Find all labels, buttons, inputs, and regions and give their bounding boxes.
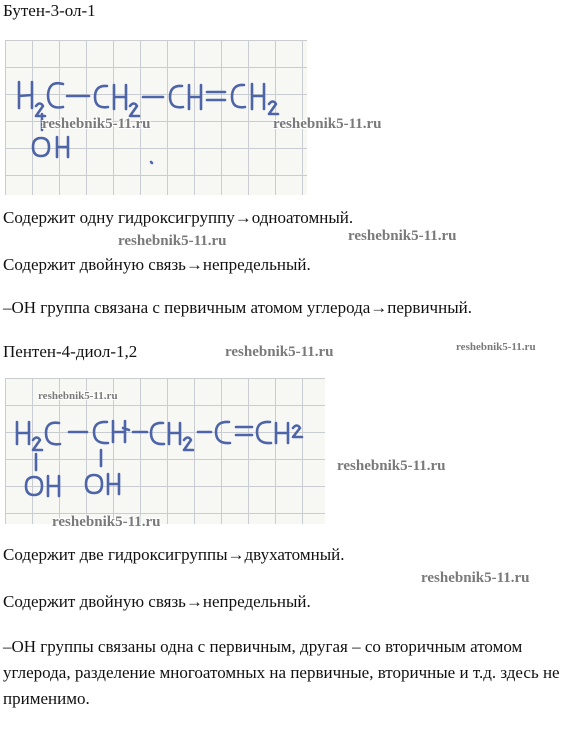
- text-monoatomic: Содержит одну гидроксигруппу→одноатомный.: [3, 208, 354, 227]
- watermark: reshebnik5-11.ru: [42, 116, 151, 132]
- text-primary: –ОН группа связана с первичным атомом углерода→первичный.: [3, 298, 472, 317]
- watermark: reshebnik5-11.ru: [348, 228, 457, 244]
- watermark: reshebnik5-11.ru: [337, 458, 446, 474]
- watermark: reshebnik5-11.ru: [273, 116, 382, 132]
- text-unsaturated-2: Содержит двойную связь→непредельный.: [3, 592, 311, 611]
- heading-pentenediol: Пентен-4-диол-1,2: [3, 342, 138, 361]
- watermark: reshebnik5-11.ru: [456, 341, 536, 353]
- watermark: reshebnik5-11.ru: [38, 390, 118, 402]
- heading-butenol: Бутен-3-ол-1: [3, 1, 96, 20]
- watermark: reshebnik5-11.ru: [225, 344, 334, 360]
- watermark: reshebnik5-11.ru: [52, 514, 161, 530]
- watermark: reshebnik5-11.ru: [118, 233, 227, 249]
- text-primary-secondary: –ОН группы связаны одна с первичным, другая – со вторичным атомом углерода, разделение многоатомных на первичные, вторичные и т.д. здесь не применимо.: [3, 637, 560, 708]
- watermark: reshebnik5-11.ru: [421, 570, 530, 586]
- text-unsaturated-1: Содержит двойную связь→непредельный.: [3, 255, 311, 274]
- text-diatomic: Содержит две гидроксигруппы→двухатомный.: [3, 545, 345, 564]
